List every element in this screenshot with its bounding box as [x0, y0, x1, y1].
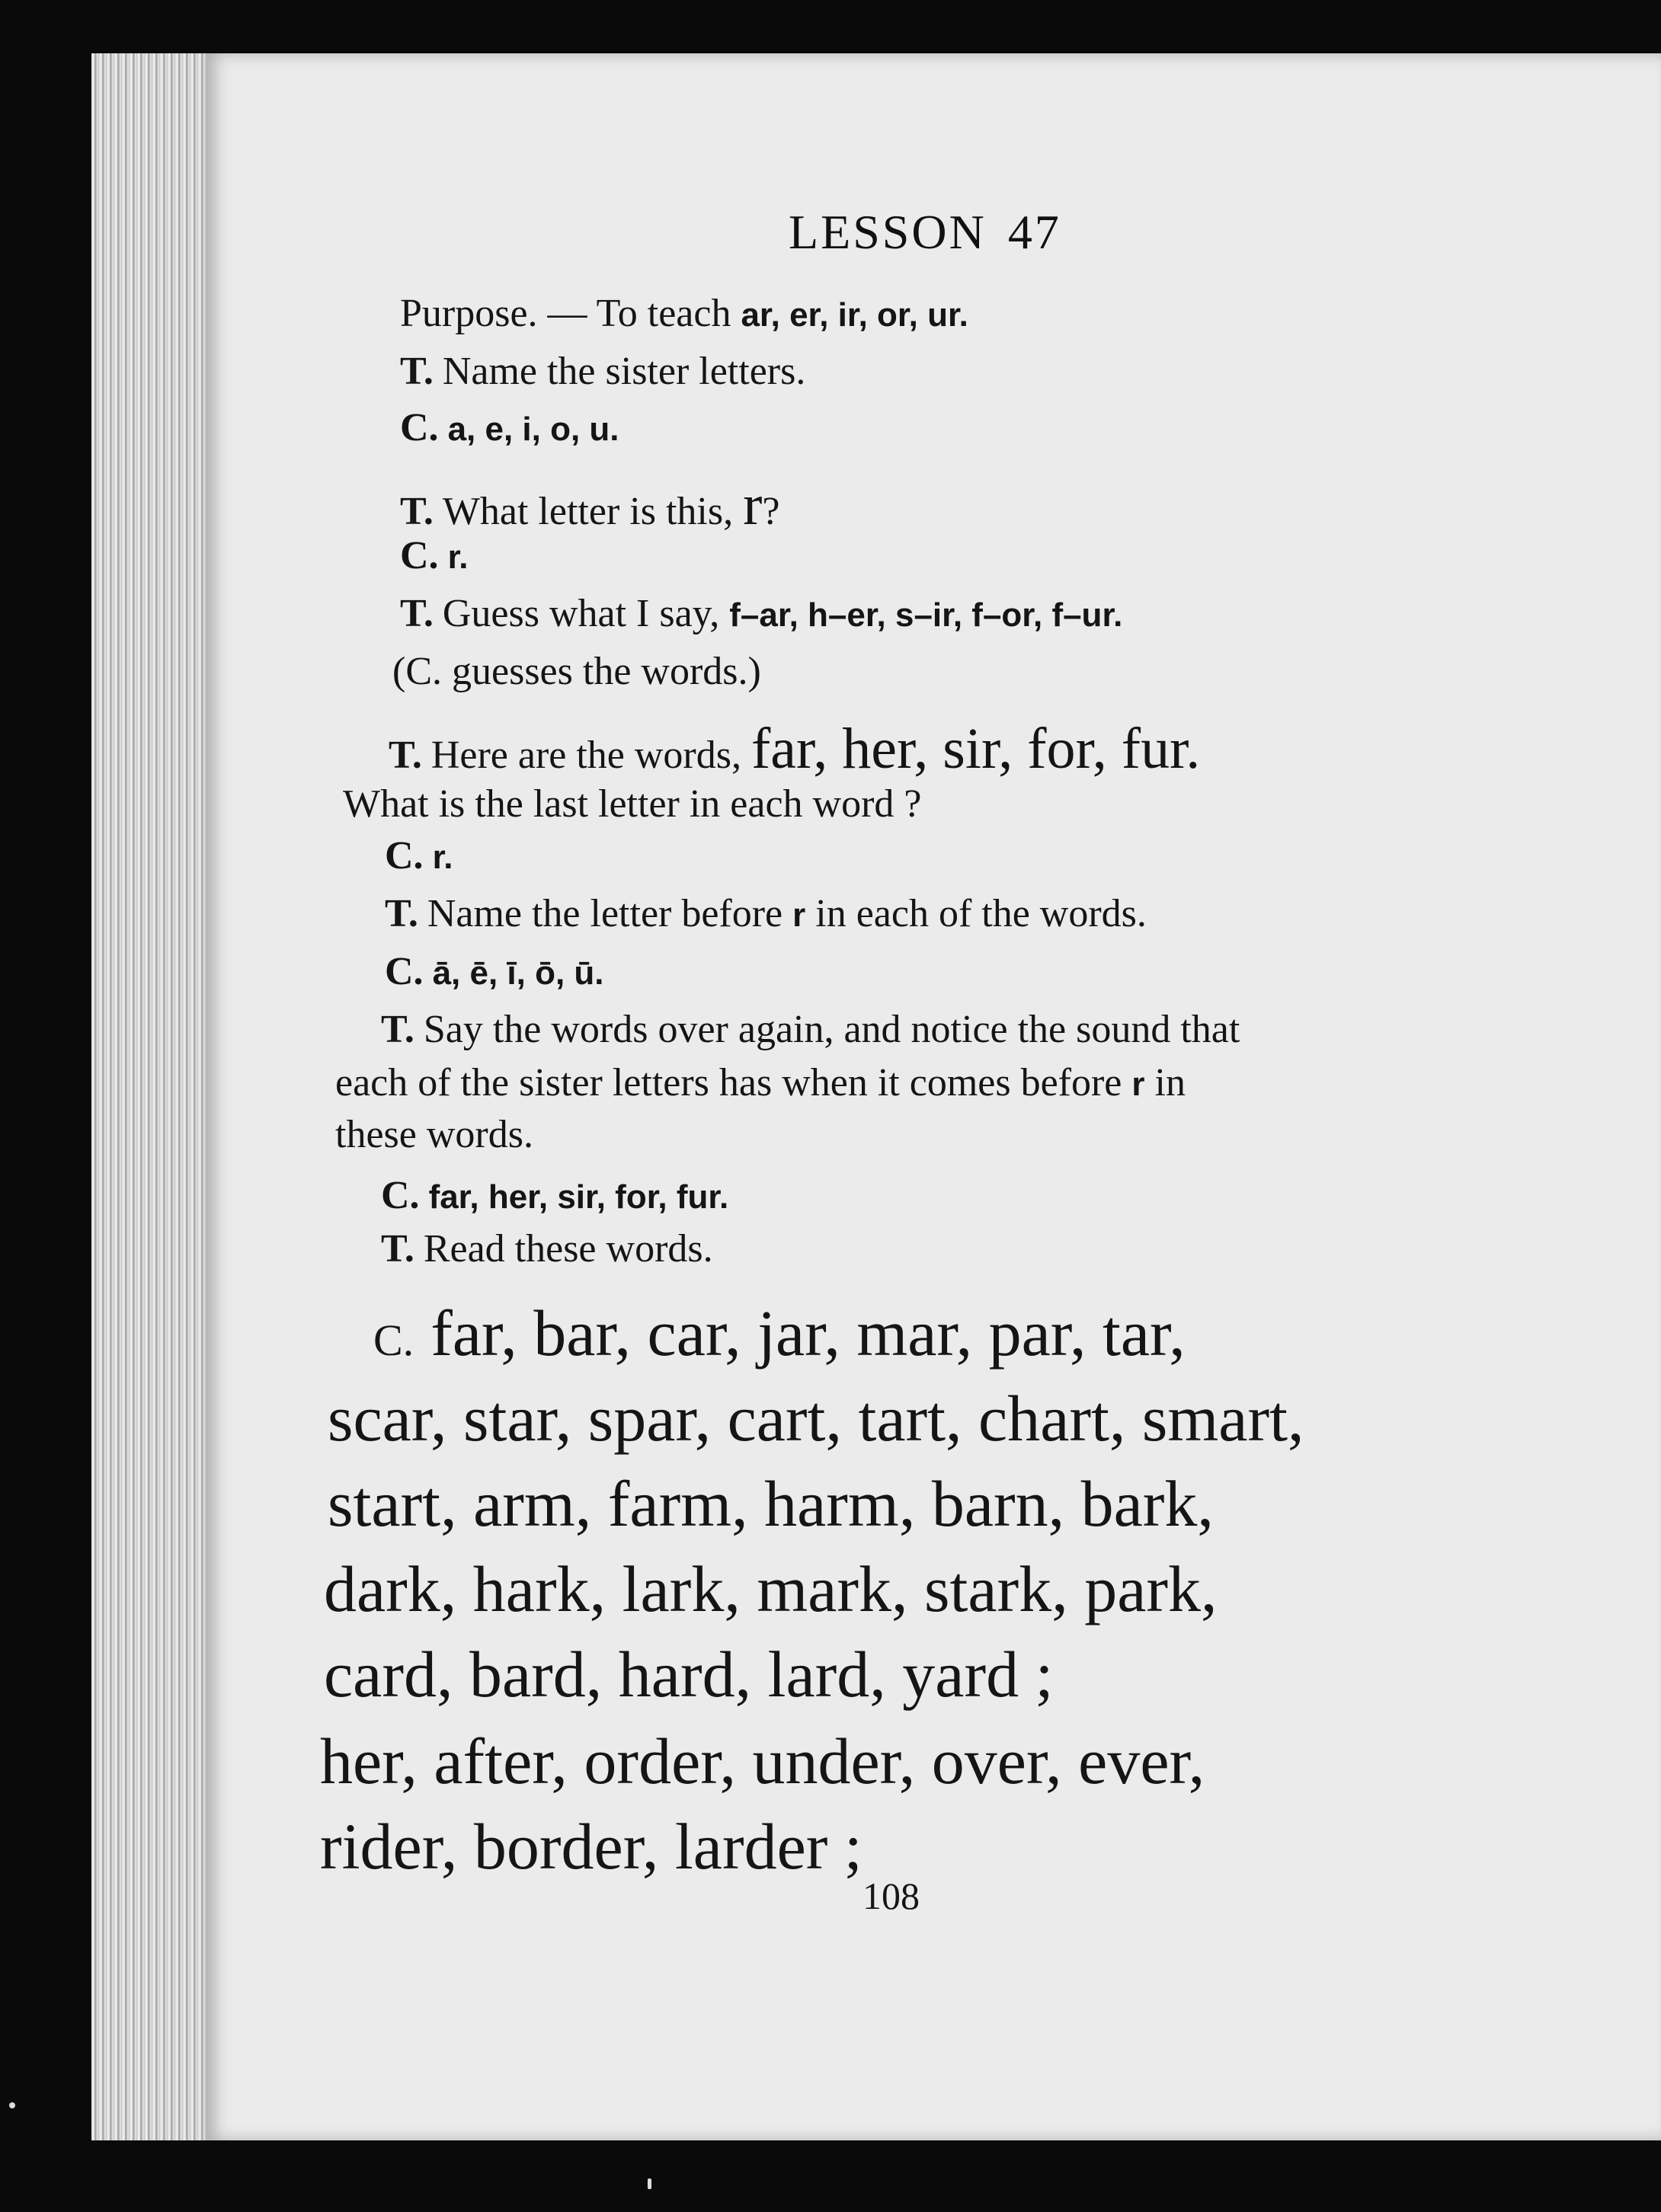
word-list-line: card, bard, hard, lard, yard ;	[324, 1638, 1054, 1711]
word-list-text: far, bar, car, jar, mar, par, tar,	[430, 1296, 1186, 1370]
dialogue-bold: r.	[447, 539, 469, 576]
dialogue-line	[381, 1226, 713, 1271]
dialogue-after: ?	[762, 490, 780, 533]
dialogue-line	[392, 649, 761, 694]
dust-speck	[9, 2102, 15, 2108]
dialogue-text: these words.	[335, 1113, 533, 1156]
dialogue-text: Say the words over again, and notice the sound that	[423, 1008, 1240, 1051]
dialogue-line	[400, 472, 779, 539]
dialogue-big: r	[743, 473, 763, 537]
speaker: (C.	[392, 650, 442, 693]
dialogue-line	[400, 533, 468, 578]
dust-speck	[648, 2178, 651, 2189]
dialogue-line	[400, 349, 805, 394]
speaker: C.	[400, 534, 439, 577]
word-list-line: scar, star, spar, cart, tart, chart, smart,	[328, 1382, 1304, 1455]
dialogue-bold: r	[792, 897, 806, 934]
speaker: T.	[385, 892, 418, 935]
purpose-line	[400, 291, 968, 336]
speaker: C.	[400, 406, 439, 449]
lesson-title	[789, 204, 1061, 261]
purpose-items: ar, er, ir, or, ur.	[741, 296, 968, 334]
dialogue-line	[400, 405, 619, 450]
purpose-text: To teach	[596, 292, 731, 335]
speaker: T.	[400, 350, 434, 393]
dialogue-bold: r	[1131, 1066, 1145, 1103]
dialogue-text: Read these words.	[423, 1227, 713, 1271]
dialogue-text: Here are the words,	[430, 734, 741, 777]
speaker: C.	[385, 834, 424, 877]
speaker: C.	[381, 1174, 420, 1217]
dialogue-line	[381, 1173, 728, 1218]
speaker: C.	[385, 950, 424, 993]
dialogue-text: Guess what I say,	[442, 592, 720, 635]
word-list-line: rider, border, larder ;	[320, 1810, 863, 1883]
dialogue-text: What is the last letter in each word ?	[343, 782, 922, 826]
dialogue-text: each of the sister letters has when it comes before	[335, 1061, 1122, 1104]
dialogue-line	[385, 891, 1147, 936]
dialogue-bold: r.	[432, 839, 453, 876]
dialogue-line	[335, 1112, 533, 1157]
purpose-label: Purpose. —	[400, 292, 587, 335]
dialogue-text: Name the letter before	[427, 892, 783, 935]
speaker: T.	[400, 592, 434, 635]
speaker: C.	[373, 1315, 414, 1365]
speaker: T.	[381, 1008, 414, 1051]
dialogue-bold: f–ar, h–er, s–ir, f–or, f–ur.	[729, 596, 1123, 634]
dialogue-after: in	[1154, 1061, 1186, 1104]
dialogue-line	[343, 782, 921, 826]
dialogue-text: guesses the words.)	[452, 650, 761, 693]
dialogue-bold: ā, ē, ī, ō, ū.	[432, 954, 604, 992]
lesson-number: 47	[1007, 205, 1061, 259]
dialogue-bold: a, e, i, o, u.	[447, 411, 619, 448]
dialogue-text: What letter is this,	[442, 490, 734, 533]
dialogue-line	[389, 716, 1200, 782]
speaker: T.	[400, 490, 434, 533]
dialogue-line	[385, 833, 453, 878]
dialogue-line	[385, 949, 604, 994]
speaker: T.	[381, 1227, 414, 1271]
dialogue-big: far, her, sir, for, fur.	[750, 717, 1201, 781]
page-number: 108	[863, 1875, 920, 1917]
dialogue-bold: far, her, sir, for, fur.	[428, 1178, 729, 1216]
dialogue-line	[381, 1007, 1240, 1052]
word-list-line: dark, hark, lark, mark, stark, park,	[324, 1552, 1218, 1625]
word-list-line: her, after, order, under, over, ever,	[320, 1725, 1205, 1798]
dialogue-line	[400, 591, 1122, 636]
speaker: T.	[389, 734, 422, 777]
dialogue-text: Name the sister letters.	[442, 350, 806, 393]
word-list-line: start, arm, farm, harm, barn, bark,	[328, 1467, 1214, 1540]
page-edge	[91, 53, 213, 2140]
word-list-line	[373, 1295, 1186, 1371]
dialogue-after: in each of the words.	[815, 892, 1147, 935]
lesson-label: LESSON	[789, 205, 987, 259]
dialogue-line	[335, 1060, 1186, 1105]
